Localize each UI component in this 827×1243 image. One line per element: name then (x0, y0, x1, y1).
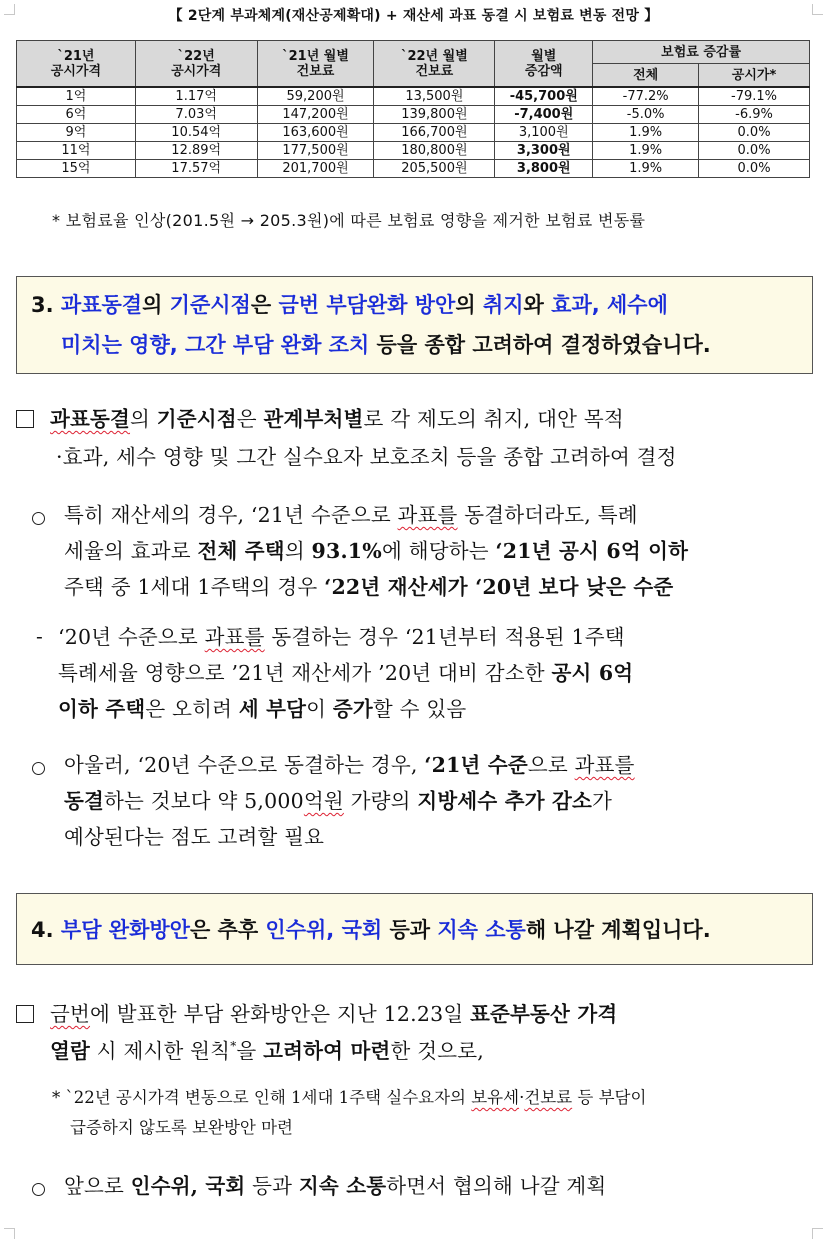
header-monthly-diff: 월별 증감액 (495, 41, 593, 88)
cell-21-monthly: 163,600원 (257, 124, 374, 142)
cell-change-public: -6.9% (699, 106, 810, 124)
cell-22-monthly: 139,800원 (374, 106, 495, 124)
paragraph-1-line-1: 과표동결의 기준시점은 관계부처별로 각 제도의 취지, 대안 목적 (50, 407, 624, 431)
header-21-price: `21년 공시가격 (17, 41, 136, 88)
cell-21-price: 15억 (17, 160, 136, 178)
section-4-line-1: 4. 부담 완화방안은 추후 인수위, 국회 등과 지속 소통해 나갈 계획입니다. (31, 918, 711, 942)
table-row (17, 142, 810, 160)
paragraph-4-line-2: 동결하는 것보다 약 5,000억원 가량의 지방세수 추가 감소가 (64, 789, 613, 813)
cell-change-all: 1.9% (593, 124, 699, 142)
bullet-circle-icon (32, 762, 45, 775)
table-row (17, 87, 810, 106)
cell-21-price: 11억 (17, 142, 136, 160)
cell-change-all: -77.2% (593, 87, 699, 106)
paragraph-5-note-line-1: * `22년 공시가격 변동으로 인해 1세대 1주택 실수요자의 보유세·건보료 등 부담이 (52, 1088, 647, 1107)
cell-21-monthly: 59,200원 (257, 87, 374, 106)
paragraph-5-line-1: 금번에 발표한 부담 완화방안은 지난 12.23일 표준부동산 가격 (50, 1002, 618, 1026)
checkbox-square-icon (16, 410, 34, 428)
cell-change-public: -79.1% (699, 87, 810, 106)
paragraph-5-note-line-2: 급증하지 않도록 보완방안 마련 (70, 1118, 293, 1137)
cell-monthly-diff: -45,700원 (495, 87, 593, 106)
table-row (17, 124, 810, 142)
cell-21-monthly: 201,700원 (257, 160, 374, 178)
table-row (17, 106, 810, 124)
dash-bullet: - (36, 624, 43, 648)
premium-change-table (16, 40, 810, 178)
cell-21-price: 6억 (17, 106, 136, 124)
cell-change-public: 0.0% (699, 160, 810, 178)
cell-monthly-diff: -7,400원 (495, 106, 593, 124)
cell-change-public: 0.0% (699, 142, 810, 160)
cell-change-all: 1.9% (593, 142, 699, 160)
paragraph-3-line-3: 이하 주택은 오히려 세 부담이 증가할 수 있음 (58, 697, 467, 721)
cell-22-price: 1.17억 (135, 87, 257, 106)
header-21-monthly: `21년 월별 건보료 (257, 41, 374, 88)
paragraph-5-line-2: 열람 시 제시한 원칙*을 고려하여 마련한 것으로, (50, 1039, 484, 1063)
paragraph-6-line-1: 앞으로 인수위, 국회 등과 지속 소통하면서 협의해 나갈 계획 (64, 1174, 607, 1198)
cell-monthly-diff: 3,300원 (495, 142, 593, 160)
cell-21-price: 9억 (17, 124, 136, 142)
section-4-box (16, 893, 813, 965)
bullet-circle-icon (32, 512, 45, 525)
table-row (17, 160, 810, 178)
paragraph-2-line-2: 세율의 효과로 전체 주택의 93.1%에 해당하는 ‘21년 공시 6억 이하 (64, 539, 689, 563)
paragraph-3-line-2: 특례세율 영향으로 ’21년 재산세가 ’20년 대비 감소한 공시 6억 (58, 661, 634, 685)
section-3-line-2: 미치는 영향, 그간 부담 완화 조치 등을 종합 고려하여 결정하였습니다. (61, 333, 711, 357)
cell-monthly-diff: 3,800원 (495, 160, 593, 178)
table-footnote: * 보험료율 인상(201.5원 → 205.3원)에 따른 보험료 영향을 제거한 보험료 변동률 (52, 211, 646, 230)
page-corner-mark (812, 1228, 823, 1239)
cell-22-price: 10.54억 (135, 124, 257, 142)
table-title: 【 2단계 부과체계(재산공제확대) + 재산세 과표 동결 시 보험료 변동 전망 】 (168, 8, 659, 24)
cell-21-monthly: 177,500원 (257, 142, 374, 160)
paragraph-4-line-1: 아울러, ‘20년 수준으로 동결하는 경우, ‘21년 수준으로 과표를 (64, 753, 635, 777)
cell-change-public: 0.0% (699, 124, 810, 142)
cell-change-all: -5.0% (593, 106, 699, 124)
cell-22-price: 17.57억 (135, 160, 257, 178)
cell-21-monthly: 147,200원 (257, 106, 374, 124)
header-change-public: 공시가* (699, 64, 810, 88)
cell-change-all: 1.9% (593, 160, 699, 178)
section-3-box (16, 276, 813, 374)
paragraph-4-line-3: 예상된다는 점도 고려할 필요 (64, 825, 325, 849)
cell-21-price: 1억 (17, 87, 136, 106)
paragraph-1-line-2: ·효과, 세수 영향 및 그간 실수요자 보호조치 등을 종합 고려하여 결정 (56, 445, 677, 469)
cell-22-monthly: 180,800원 (374, 142, 495, 160)
paragraph-2-line-1: 특히 재산세의 경우, ‘21년 수준으로 과표를 동결하더라도, 특례 (64, 503, 638, 527)
header-22-price: `22년 공시가격 (135, 41, 257, 88)
bullet-circle-icon (32, 1183, 45, 1196)
paragraph-3-line-1: ‘20년 수준으로 과표를 동결하는 경우 ‘21년부터 적용된 1주택 (58, 625, 625, 649)
section-3-line-1: 3. 과표동결의 기준시점은 금번 부담완화 방안의 취지와 효과, 세수에 (31, 293, 668, 317)
header-22-monthly: `22년 월별 건보료 (374, 41, 495, 88)
cell-monthly-diff: 3,100원 (495, 124, 593, 142)
header-change-rate-group: 보험료 증감률 (593, 41, 810, 64)
cell-22-price: 7.03억 (135, 106, 257, 124)
header-change-all: 전체 (593, 64, 699, 88)
paragraph-2-line-3: 주택 중 1세대 1주택의 경우 ‘22년 재산세가 ‘20년 보다 낮은 수준 (64, 575, 674, 599)
cell-22-monthly: 166,700원 (374, 124, 495, 142)
cell-22-monthly: 205,500원 (374, 160, 495, 178)
page-corner-mark (4, 1228, 15, 1239)
cell-22-monthly: 13,500원 (374, 87, 495, 106)
cell-22-price: 12.89억 (135, 142, 257, 160)
checkbox-square-icon (16, 1005, 34, 1023)
